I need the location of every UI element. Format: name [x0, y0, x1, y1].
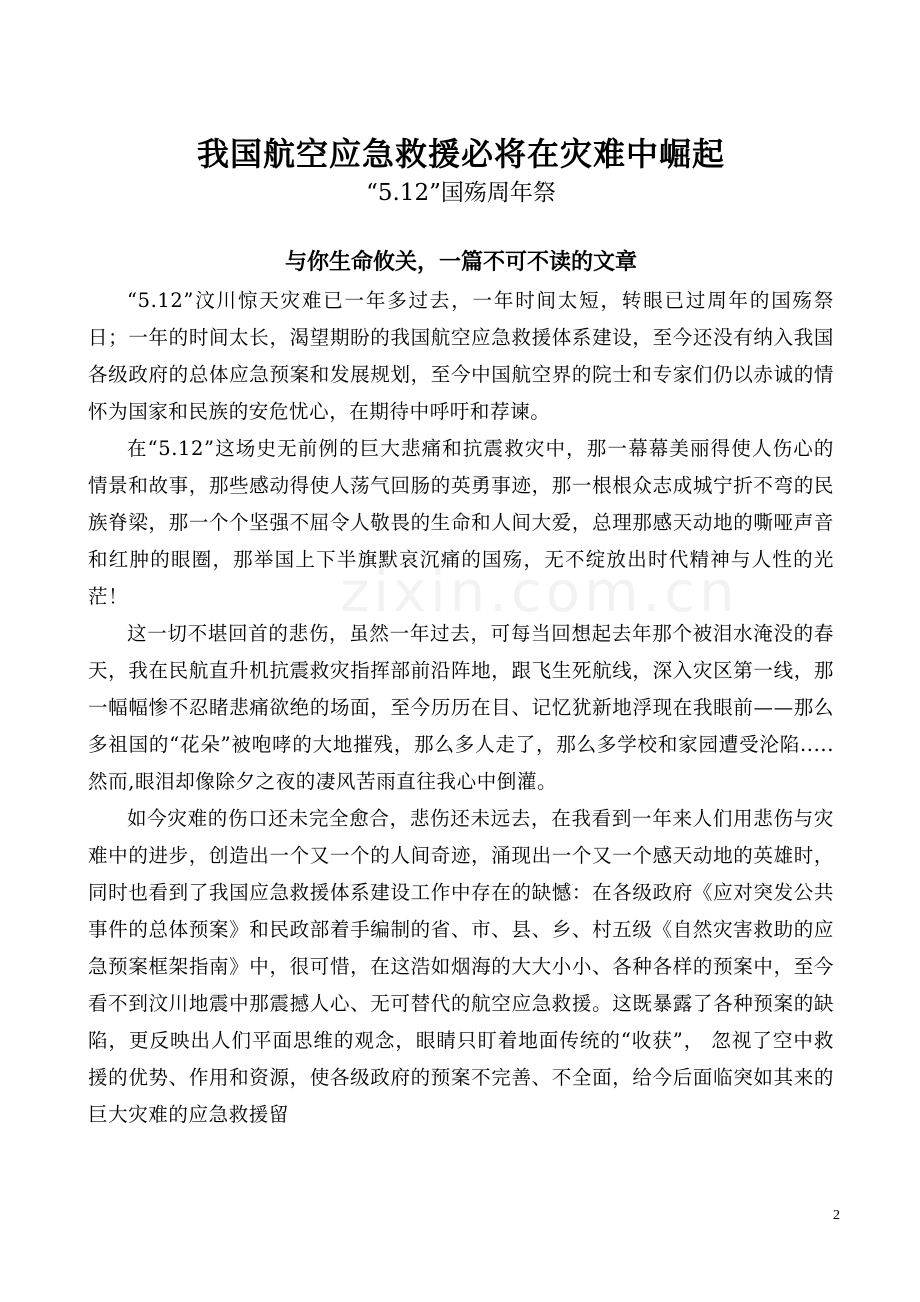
page-number: 2	[833, 1208, 840, 1223]
body-paragraph: 如今灾难的伤口还未完全愈合，悲伤还未远去，在我看到一年来人们用悲伤与灾难中的进步，创造出一个又一个的人间奇迹，涌现出一个又一个感天动地的英雄时，同时也看到了我国应急救援体系建设工作中存在的缺憾：在各级政府《应对突发公共事件的总体预案》和民政部着手编制的省、市、县、乡、村五级《自然灾害救助的应急预案框架指南》中，很可惜，在这浩如烟海的大大小小、各种各样的预案中，至今看不到汶川地震中那震撼人心、无可替代的航空应急救援。这既暴露了各种预案的缺陷，更反映出人们平面思维的观念，眼睛只盯着地面传统的“收获”， 忽视了空中救援的优势、作用和资源，使各级政府的预案不完善、不全面，给今后面临突如其来的巨大灾难的应急救援留	[88, 807, 834, 1126]
body-paragraph: “5.12”汶川惊天灾难已一年多过去，一年时间太短，转眼已过周年的国殇祭日；一年的时间太长，渴望期盼的我国航空应急救援体系建设，至今还没有纳入我国各级政府的总体应急预案和发展规划，至今中国航空界的院士和专家们仍以赤诚的情怀为国家和民族的安危忧心，在期待中呼吁和荐谏。	[88, 289, 834, 423]
document-subtitle: “5.12”国殇周年祭	[366, 180, 556, 206]
body-paragraph: 这一切不堪回首的悲伤，虽然一年过去，可每当回想起去年那个被泪水淹没的春天，我在民航直升机抗震救灾指挥部前沿阵地，跟飞生死航线，深入灾区第一线，那一幅幅惨不忍睹悲痛欲绝的场面，至今历历在目、记忆犹新地浮现在我眼前——那么多祖国的“花朵”被咆哮的大地摧残，那么多人走了，那么多学校和家园遭受沦陷.....然而,眼泪却像除夕之夜的凄风苦雨直往我心中倒灌。	[88, 622, 834, 793]
section-heading: 与你生命攸关，一篇不可不读的文章	[284, 250, 637, 275]
body-paragraph: 在“5.12”这场史无前例的巨大悲痛和抗震救灾中，那一幕幕美丽得使人伤心的情景和故事，那些感动得使人荡气回肠的英勇事迹，那一根根众志成城宁折不弯的民族脊梁，那一个个坚强不屈令人敬畏的生命和人间大爱，总理那感天动地的嘶哑声音和红肿的眼圈，那举国上下半旗默哀沉痛的国殇，无不绽放出时代精神与人性的光茫！	[88, 437, 834, 608]
watermark: zixin.com.cn	[340, 560, 739, 625]
document-title: 我国航空应急救援必将在灾难中崛起	[196, 135, 725, 173]
